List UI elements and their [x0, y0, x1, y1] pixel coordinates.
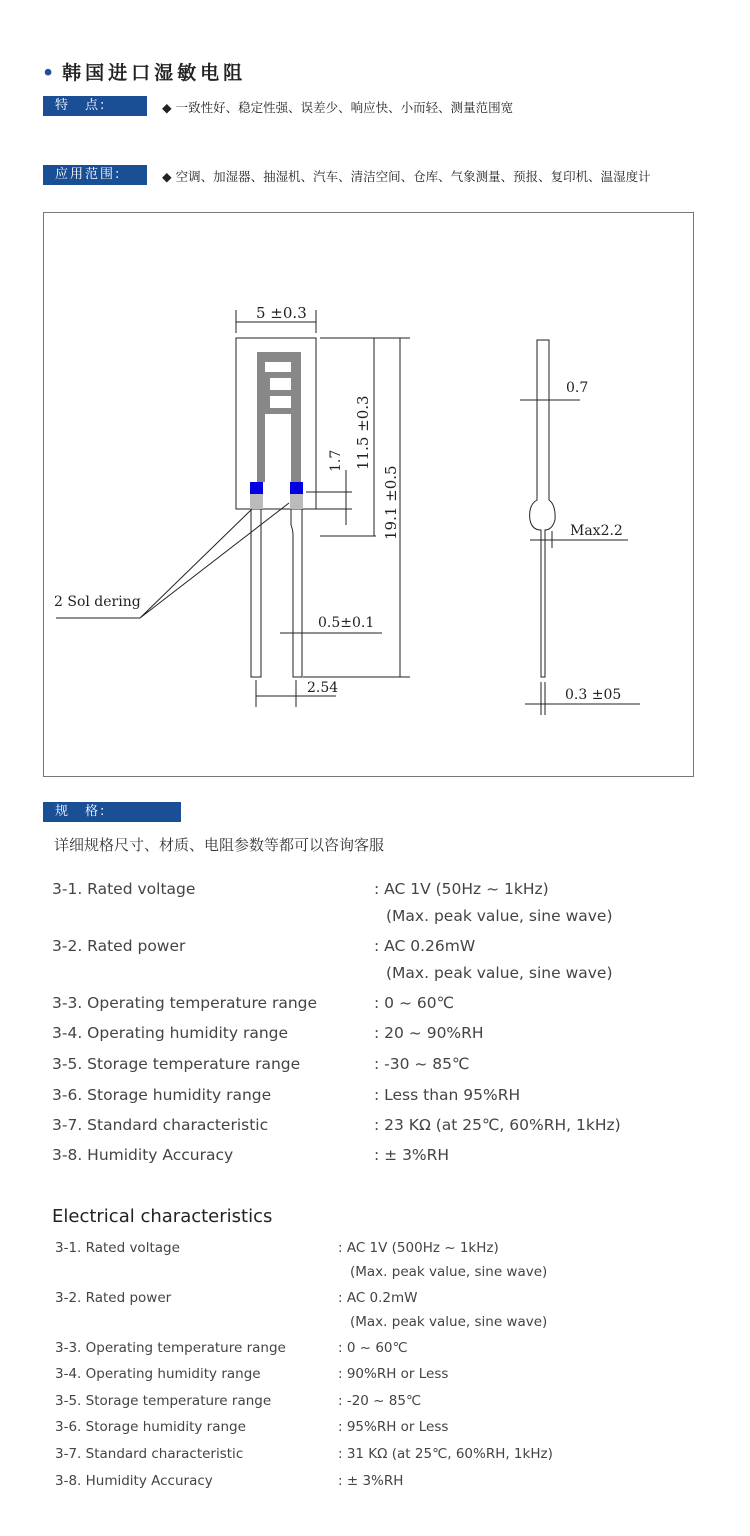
spec-value: : AC 0.2mW	[338, 1290, 418, 1306]
spec-value: : -30 ~ 85℃	[374, 1055, 470, 1073]
spec-value: : AC 1V (500Hz ~ 1kHz)	[338, 1240, 499, 1256]
spec-value: : 23 KΩ (at 25℃, 60%RH, 1kHz)	[374, 1116, 621, 1134]
spec-value: : Less than 95%RH	[374, 1086, 521, 1104]
lead-width-label: 0.5±0.1	[318, 615, 375, 631]
lead-right	[291, 509, 302, 677]
spec-value: : 20 ~ 90%RH	[374, 1024, 484, 1042]
spec-value: : 31 KΩ (at 25℃, 60%RH, 1kHz)	[338, 1446, 553, 1462]
spec-label: 3-4. Operating humidity range	[55, 1366, 261, 1382]
total-height-label: 19.1 ±0.5	[382, 465, 400, 540]
lead-thickness-label: 0.3 ±05	[565, 687, 622, 703]
body-height-label: 11.5 ±0.3	[354, 395, 372, 470]
spec-value-note: (Max. peak value, sine wave)	[386, 907, 613, 925]
features-text: ◆ 一致性好、稳定性强、误差少、响应快、小而轻、测量范围宽	[162, 100, 514, 115]
spec-label: 规 格:	[43, 802, 181, 822]
spec-label: 3-1. Rated voltage	[55, 1240, 180, 1256]
features-label: 特 点:	[43, 96, 147, 116]
pad-height-label: 1.7	[328, 449, 344, 472]
spec-label: 3-6. Storage humidity range	[55, 1419, 246, 1435]
spec-label: 3-7. Standard characteristic	[55, 1446, 244, 1462]
spec-value: : 0 ~ 60℃	[374, 994, 454, 1012]
width-dim-label: 5 ±0.3	[256, 304, 307, 322]
spec-value: : AC 0.26mW	[374, 937, 476, 955]
spec-value: : 95%RH or Less	[338, 1419, 449, 1435]
spec-value: : AC 1V (50Hz ~ 1kHz)	[374, 880, 549, 898]
spec-label: 3-7. Standard characteristic	[52, 1116, 269, 1134]
spec-label: 3-3. Operating temperature range	[52, 994, 318, 1012]
spec-label: 3-1. Rated voltage	[52, 880, 196, 898]
spec-value: : ± 3%RH	[338, 1473, 404, 1489]
spec-label: 3-5. Storage temperature range	[55, 1393, 272, 1409]
spec-note: 详细规格尺寸、材质、电阻参数等都可以咨询客服	[54, 836, 385, 854]
pitch-label: 2.54	[307, 680, 339, 696]
applications-text: ◆ 空调、加湿器、抽湿机、汽车、清洁空间、仓库、气象测量、预报、复印机、温湿度计	[162, 169, 651, 184]
spec-label: 3-2. Rated power	[52, 937, 186, 955]
spec-value-note: (Max. peak value, sine wave)	[350, 1264, 548, 1280]
side-view	[530, 340, 555, 677]
max-width-label: Max2.2	[570, 523, 623, 539]
spec-value: : 90%RH or Less	[338, 1366, 449, 1382]
spec-label: 3-5. Storage temperature range	[52, 1055, 301, 1073]
spec-value: : ± 3%RH	[374, 1146, 450, 1164]
solder-pad	[290, 482, 303, 494]
solder-pad	[250, 482, 263, 494]
spec-label: 3-4. Operating humidity range	[52, 1024, 289, 1042]
spec-label: 3-6. Storage humidity range	[52, 1086, 272, 1104]
soldering-label: 2 Sol dering	[54, 594, 141, 610]
thickness-label: 0.7	[566, 380, 589, 396]
lead-left	[251, 509, 261, 677]
svg-text:5 ±0.3	[256, 304, 307, 322]
spec-label: 3-8. Humidity Accuracy	[55, 1473, 213, 1489]
spec-label: 3-3. Operating temperature range	[55, 1340, 286, 1356]
spec-value: : 0 ~ 60℃	[338, 1340, 408, 1356]
title-text: 韩国进口湿敏电阻	[62, 62, 247, 84]
spec-label: 3-8. Humidity Accuracy	[52, 1146, 234, 1164]
electrical-title: Electrical characteristics	[52, 1206, 273, 1227]
spec-value-note: (Max. peak value, sine wave)	[350, 1314, 548, 1330]
sensor-body	[236, 338, 316, 509]
spec-label: 3-2. Rated power	[55, 1290, 172, 1306]
applications-label: 应用范围:	[43, 165, 147, 185]
bullet-icon: •	[42, 62, 59, 84]
spec-value-note: (Max. peak value, sine wave)	[386, 964, 613, 982]
spec-value: : -20 ~ 85℃	[338, 1393, 422, 1409]
